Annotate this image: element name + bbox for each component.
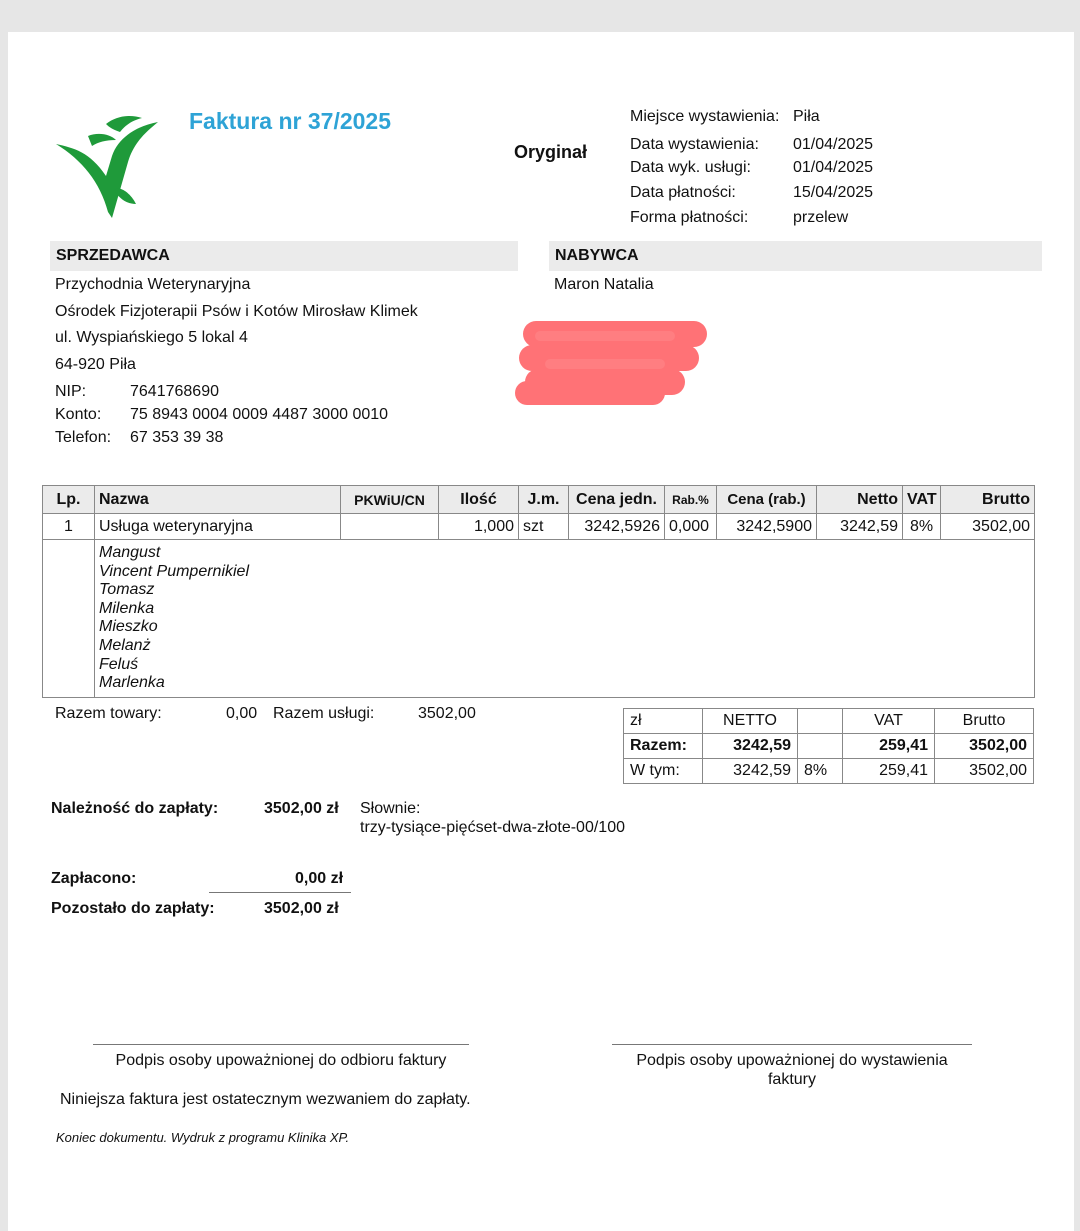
meta-label: Data wyk. usługi:	[630, 159, 751, 176]
col-header: Rab.%	[665, 486, 717, 514]
col-header: PKWiU/CN	[341, 486, 439, 514]
description-line: Feluś	[99, 655, 139, 673]
summary-detail-row	[624, 759, 1034, 784]
summary-cell: 3502,00	[935, 759, 1034, 784]
summary-cell: VAT	[843, 709, 935, 734]
seller-phone-label: Telefon:	[55, 429, 112, 446]
cell-qty: 1,000	[439, 514, 519, 540]
summary-cell: 3502,00	[935, 734, 1034, 759]
cell-discount: 0,000	[665, 514, 717, 540]
seller-nip: 7641768690	[130, 383, 219, 400]
seller-account: 75 8943 0004 0009 4487 3000 0010	[130, 406, 389, 423]
description-line: Mangust	[99, 544, 161, 561]
col-header: Nazwa	[95, 486, 341, 514]
description-row	[43, 540, 1035, 698]
summary-cell: zł	[624, 709, 703, 734]
meta-label: Data wystawienia:	[630, 136, 759, 153]
description-line: Milenka	[99, 599, 155, 617]
cell-net: 3242,59	[817, 514, 903, 540]
cell-lp: 1	[43, 514, 95, 540]
seller-header: SPRZEDAWCA	[50, 241, 518, 271]
final-notice: Niniejsza faktura jest ostatecznym wezwaniem do zapłaty.	[60, 1091, 471, 1108]
signature-line-receiver	[93, 1044, 469, 1045]
col-header: J.m.	[519, 486, 569, 514]
summary-cell: 8%	[798, 759, 843, 784]
invoice-title: Faktura nr 37/2025	[189, 108, 392, 134]
meta-value: Piła	[793, 108, 820, 125]
seller-city: 64-920 Piła	[55, 356, 136, 373]
clinic-logo-icon	[54, 112, 166, 220]
summary-cell	[798, 734, 843, 759]
summary-cell: 259,41	[843, 759, 935, 784]
buyer-header: NABYWCA	[549, 241, 1042, 271]
services-total-value: 3502,00	[418, 705, 476, 722]
remaining-label: Pozostało do zapłaty:	[51, 900, 215, 917]
cell-gross: 3502,00	[941, 514, 1035, 540]
vat-summary-table	[623, 708, 1034, 784]
seller-phone: 67 353 39 38	[130, 429, 224, 446]
cell-vat: 8%	[903, 514, 941, 540]
goods-total-label: Razem towary:	[55, 705, 162, 722]
meta-value: przelew	[793, 209, 849, 226]
summary-cell: Razem:	[624, 734, 703, 759]
col-header: Cena jedn.	[569, 486, 665, 514]
summary-cell: 3242,59	[703, 759, 798, 784]
summary-cell	[798, 709, 843, 734]
words-value: trzy-tysiące-pięćset-dwa-złote-00/100	[360, 819, 625, 836]
col-header: Cena (rab.)	[717, 486, 817, 514]
goods-total-value: 0,00	[226, 705, 258, 722]
description-line: Tomasz	[99, 581, 155, 599]
summary-cell: Brutto	[935, 709, 1034, 734]
col-header: Netto	[817, 486, 903, 514]
cell-unit: szt	[519, 514, 569, 540]
col-header: VAT	[903, 486, 941, 514]
invoice-page	[8, 32, 1074, 1231]
due-label: Należność do zapłaty:	[51, 800, 219, 817]
signature-line-issuer	[612, 1044, 972, 1045]
description-line: Mieszko	[99, 618, 158, 636]
col-header: Lp.	[43, 486, 95, 514]
seller-account-label: Konto:	[55, 406, 102, 423]
meta-label: Data płatności:	[630, 184, 736, 201]
seller-name: Przychodnia Weterynaryjna	[55, 276, 251, 293]
items-header-row	[43, 486, 1035, 514]
summary-cell: 259,41	[843, 734, 935, 759]
signature-issuer-caption-2: faktury	[767, 1071, 816, 1088]
due-value: 3502,00 zł	[264, 800, 339, 817]
description-line: Vincent Pumpernikiel	[99, 562, 250, 580]
item-description	[95, 540, 1035, 698]
divider	[209, 892, 351, 893]
description-line: Marlenka	[99, 674, 165, 692]
description-line: Melanż	[99, 636, 151, 654]
signature-receiver-caption: Podpis osoby upoważnionej do odbioru faktury	[115, 1052, 447, 1069]
words-label: Słownie:	[360, 800, 421, 817]
seller-street: ul. Wyspiańskiego 5 lokal 4	[55, 329, 248, 346]
col-header: Brutto	[941, 486, 1035, 514]
seller-name-2: Ośrodek Fizjoterapii Psów i Kotów Mirosław Klimek	[55, 303, 418, 320]
meta-value: 15/04/2025	[793, 184, 874, 201]
redaction-mark	[515, 315, 715, 407]
paid-value: 0,00 zł	[295, 870, 344, 887]
cell-price-discounted: 3242,5900	[717, 514, 817, 540]
summary-header-row	[624, 709, 1034, 734]
summary-cell: 3242,59	[703, 734, 798, 759]
seller-nip-label: NIP:	[55, 383, 87, 400]
col-header: Ilość	[439, 486, 519, 514]
cell-price: 3242,5926	[569, 514, 665, 540]
signature-issuer-caption: Podpis osoby upoważnionej do wystawienia	[636, 1052, 948, 1069]
summary-cell: W tym:	[624, 759, 703, 784]
paid-label: Zapłacono:	[51, 870, 137, 887]
services-total-label: Razem usługi:	[273, 705, 375, 722]
copy-label: Oryginał	[514, 142, 588, 162]
buyer-name: Maron Natalia	[554, 276, 654, 293]
meta-value: 01/04/2025	[793, 136, 874, 153]
cell-pkwiu	[341, 514, 439, 540]
items-table	[42, 485, 1035, 698]
end-note: Koniec dokumentu. Wydruk z programu Klinika XP.	[56, 1130, 350, 1145]
remaining-value: 3502,00 zł	[264, 900, 339, 917]
meta-value: 01/04/2025	[793, 159, 874, 176]
meta-label: Miejsce wystawienia:	[630, 108, 780, 125]
summary-total-row	[624, 734, 1034, 759]
cell-name: Usługa weterynaryjna	[95, 514, 341, 540]
summary-cell: NETTO	[703, 709, 798, 734]
table-row	[43, 514, 1035, 540]
meta-label: Forma płatności:	[630, 209, 749, 226]
